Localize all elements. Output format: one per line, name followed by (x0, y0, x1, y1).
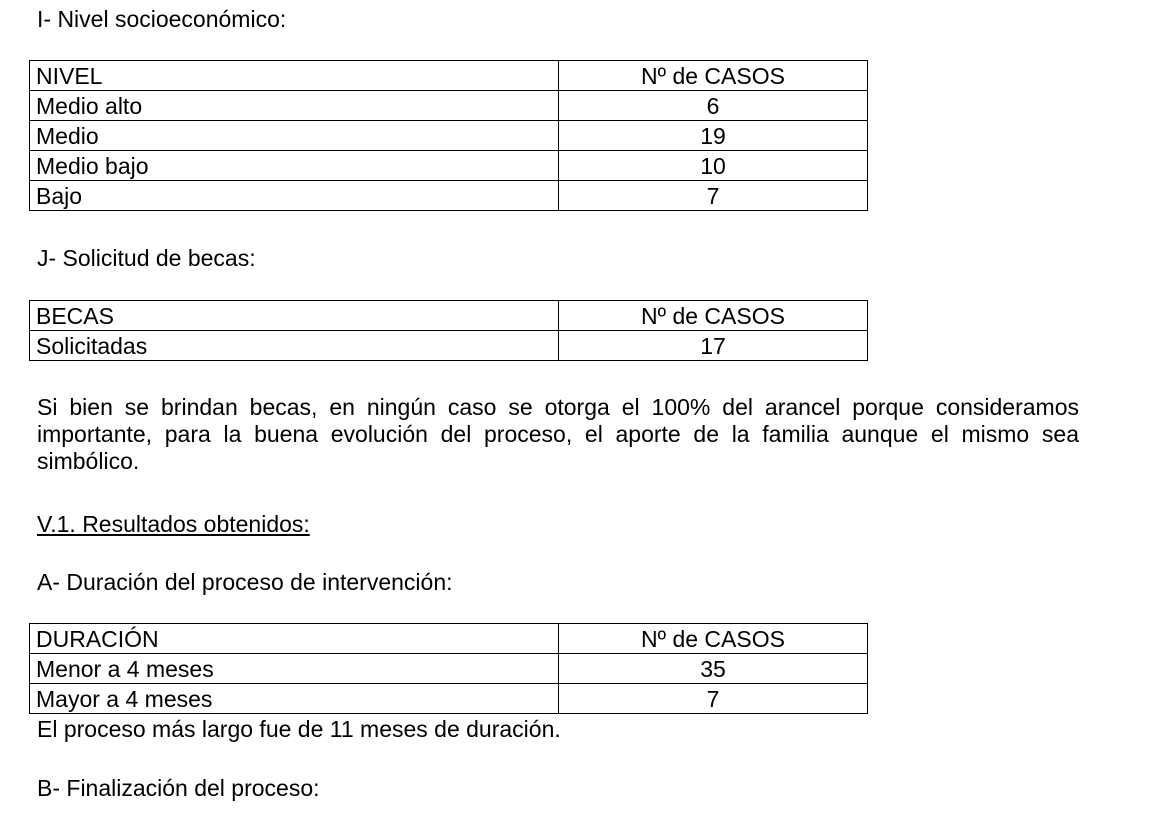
header-cell: Nº de CASOS (559, 301, 868, 331)
cell-label: Bajo (30, 181, 559, 211)
header-cell: DURACIÓN (30, 624, 559, 654)
section-a-heading: A- Duración del proceso de intervención: (37, 569, 453, 595)
table-header-row (30, 624, 868, 654)
cell-value: 19 (559, 121, 868, 151)
duracion-table (29, 623, 868, 714)
cell-label: Medio alto (30, 91, 559, 121)
becas-paragraph: Si bien se brindan becas, en ningún caso se otorga el 100% del arancel porque consideramos importante, para la buena evolución del proceso, el aporte de la familia aunque el mismo sea simbólico. (37, 394, 1079, 474)
table-row (30, 181, 868, 211)
cell-value: 17 (559, 331, 868, 361)
table-row (30, 121, 868, 151)
becas-table (29, 300, 868, 361)
table-row (30, 151, 868, 181)
cell-value: 7 (559, 684, 868, 714)
cell-value: 7 (559, 181, 868, 211)
cell-label: Medio (30, 121, 559, 151)
table-row (30, 91, 868, 121)
table-header-row (30, 61, 868, 91)
section-j-heading: J- Solicitud de becas: (37, 245, 256, 271)
table-row (30, 684, 868, 714)
table-header-row (30, 301, 868, 331)
table-row (30, 654, 868, 684)
cell-label: Menor a 4 meses (30, 654, 559, 684)
cell-label: Medio bajo (30, 151, 559, 181)
cell-value: 6 (559, 91, 868, 121)
cell-label: Solicitadas (30, 331, 559, 361)
header-cell: Nº de CASOS (559, 624, 868, 654)
cell-value: 35 (559, 654, 868, 684)
table-row (30, 331, 868, 361)
cell-label: Mayor a 4 meses (30, 684, 559, 714)
nivel-table (29, 60, 868, 211)
cell-value: 10 (559, 151, 868, 181)
header-cell: NIVEL (30, 61, 559, 91)
section-i-heading: I- Nivel socioeconómico: (37, 6, 287, 32)
results-heading: V.1. Resultados obtenidos: (37, 511, 310, 537)
header-cell: Nº de CASOS (559, 61, 868, 91)
section-b-heading: B- Finalización del proceso: (37, 775, 320, 801)
header-cell: BECAS (30, 301, 559, 331)
duration-note: El proceso más largo fue de 11 meses de duración. (37, 716, 561, 742)
